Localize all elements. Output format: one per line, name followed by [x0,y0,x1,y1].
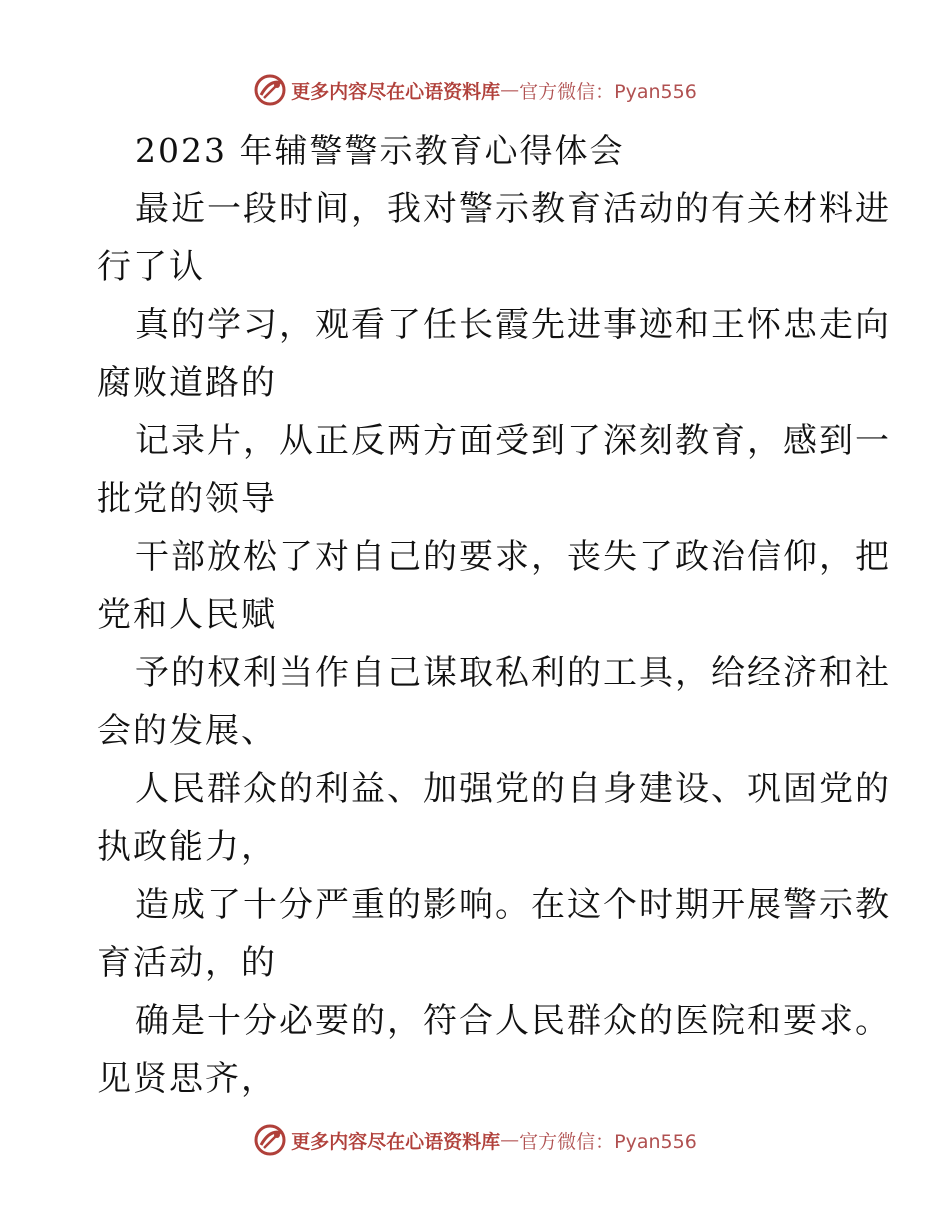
text-line: 批党的领导 [97,479,277,519]
footer-watermark [0,1120,950,1160]
text-line: 行了认 [97,247,205,287]
text-line: 党和人民赋 [97,595,277,635]
watermark-dash: — [500,1129,520,1151]
text-line: 会的发展、 [97,711,277,751]
watermark-wechat-text: 官方微信：Pyan556 [519,80,697,103]
logo-icon [253,73,287,107]
document-lines [97,180,891,1108]
header-watermark [0,70,950,110]
text-line: 见贤思齐， [97,1059,277,1099]
logo-icon [253,1123,287,1157]
document-title: 2023 年辅警警示教育心得体会 [135,131,625,170]
text-line: 最近一段时间，我对警示教育活动的有关材料进 [135,189,891,229]
text-line: 人民群众的利益、加强党的自身建设、巩固党的 [135,769,891,809]
text-line: 记录片，从正反两方面受到了深刻教育，感到一 [135,421,891,461]
text-line: 执政能力， [97,827,277,867]
text-line: 干部放松了对自己的要求，丧失了政治信仰，把 [135,537,891,577]
watermark-wechat-text: 官方微信：Pyan556 [519,1130,697,1153]
watermark-main-text: 更多内容尽在心语资料库 [291,80,501,103]
text-line: 确是十分必要的，符合人民群众的医院和要求。 [135,1001,891,1041]
text-line: 真的学习，观看了任长霞先进事迹和王怀忠走向 [135,305,891,345]
text-line: 育活动，的 [97,943,277,983]
text-line: 腐败道路的 [97,363,277,403]
watermark-dash: — [500,79,520,101]
document-body [97,122,891,1108]
watermark-main-text: 更多内容尽在心语资料库 [291,1130,501,1153]
text-line: 造成了十分严重的影响。在这个时期开展警示教 [135,885,891,925]
text-line: 予的权利当作自己谋取私利的工具，给经济和社 [135,653,891,693]
